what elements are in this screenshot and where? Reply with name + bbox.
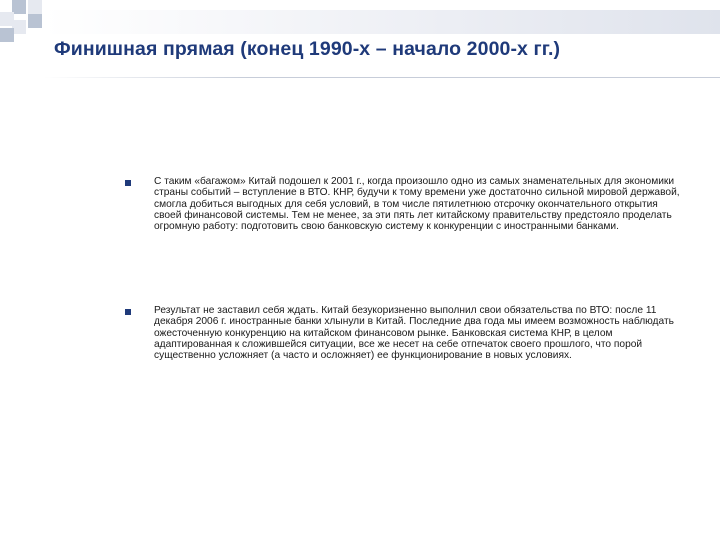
bullet-marker: [125, 180, 131, 186]
decor-square: [28, 14, 42, 28]
bullet-marker: [125, 309, 131, 315]
decor-square: [12, 0, 26, 14]
decor-square: [12, 20, 26, 34]
title-divider: [44, 77, 720, 78]
decor-square: [28, 0, 42, 14]
bullet-text: С таким «багажом» Китай подошел к 2001 г., когда произошло одно из самых знаменательных для экономики страны событий – вступление в ВТО. КНР, будучи к тому времени уже достаточно сильной мировой державой, смогла добиться выгодных для себя условий, в том числе пятилетнюю отсрочку окончательного открытия своей финансовой системы. Тем не менее, за эти пять лет китайскому правительству предстояло проделать огромную работу: подготовить свою банковскую систему к конкуренции с иностранными банками.: [154, 176, 680, 233]
bullet-text: Результат не заставил себя ждать. Китай безукоризненно выполнил свои обязательства по ВТО: после 11 декабря 2006 г. иностранные банки хлынули в Китай. Последние два года мы имеем возможность наблюдать ожесточенную конкуренцию на китайском финансовом рынке. Банковская система КНР, в целом адаптированная к сложившейся ситуации, все же несет на себе отпечаток своего прошлого, что порой существенно усложняет (а часто и осложняет) ее функционирование в новых условиях.: [154, 305, 674, 362]
decor-square: [0, 28, 14, 42]
slide-title: Финишная прямая (конец 1990-х – начало 2000-х гг.): [54, 38, 561, 60]
header-band: [44, 10, 720, 34]
